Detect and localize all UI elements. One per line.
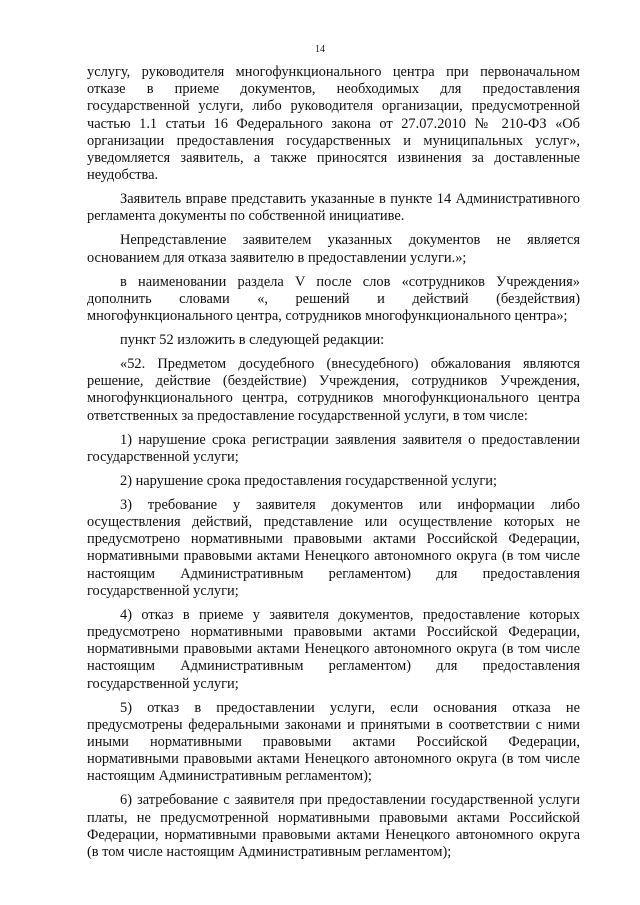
paragraph-non-submission: Непредставление заявителем указанных документов не является основанием для отказа заявителю в предоставлении услуги.»;: [87, 232, 580, 266]
paragraph-point-52: «52. Предметом досудебного (внесудебного) обжалования являются решение, действие (бездействие) Учреждения, сотрудников Учреждения, многофункционального центра, сотрудников многофункционального центра ответственных за предоставление государственной услуги, в том числе:: [87, 356, 580, 424]
paragraph-section-v-title: в наименовании раздела V после слов «сотрудников Учреждения» дополнить словами «, решений и действий (бездействия) многофункционального центра, сотрудников многофункционального центра»;: [87, 273, 580, 325]
document-body: [87, 64, 580, 868]
list-item-6: 6) затребование с заявителя при предоставлении государственной услуги платы, не предусмотренной нормативными правовыми актами Российской Федерации, нормативными правовыми актами Ненецкого автономного округа (в том числе настоящим Административным регламентом);: [87, 792, 580, 861]
paragraph-continuation: услугу, руководителя многофункционального центра при первоначальном отказе в приеме документов, необходимых для предоставления государственной услуги, либо руководителя организации, предусмотренной частью 1.1 статьи 16 Федерального закона от 27.07.2010 № 210-ФЗ «Об организации предоставления государственных и муниципальных услуг», уведомляется заявитель, а также приносятся извинения за доставленные неудобства.: [87, 64, 580, 184]
page-number: 14: [315, 44, 325, 55]
paragraph-point-52-intro: пункт 52 изложить в следующей редакции:: [120, 332, 385, 349]
list-item-2: 2) нарушение срока предоставления государственной услуги;: [120, 472, 497, 489]
list-item-3: 3) требование у заявителя документов или информации либо осуществления действий, представление или осуществление которых не предусмотрено нормативными правовыми актами Российской Федерации, нормативными правовыми актами Ненецкого автономного округа (в том числе настоящим Административным регламентом) для предоставления государственной услуги;: [87, 496, 580, 599]
list-item-5: 5) отказ в предоставлении услуги, если основания отказа не предусмотрены федеральными законами и принятыми в соответствии с ними иными нормативными правовыми актами Российской Федерации, нормативными правовыми актами Ненецкого автономного округа (в том числе настоящим Административным регламентом);: [87, 699, 580, 785]
list-item-4: 4) отказ в приеме у заявителя документов, предоставление которых предусмотрено нормативными правовыми актами Российской Федерации, нормативными правовыми актами Ненецкого автономного округа (в том числе настоящим Административным регламентом) для предоставления государственной услуги;: [87, 606, 580, 692]
list-item-1: 1) нарушение срока регистрации заявления заявителя о предоставлении государственной услуги;: [87, 431, 580, 465]
paragraph-applicant-right: Заявитель вправе представить указанные в пункте 14 Административного регламента документы по собственной инициативе.: [87, 191, 580, 225]
